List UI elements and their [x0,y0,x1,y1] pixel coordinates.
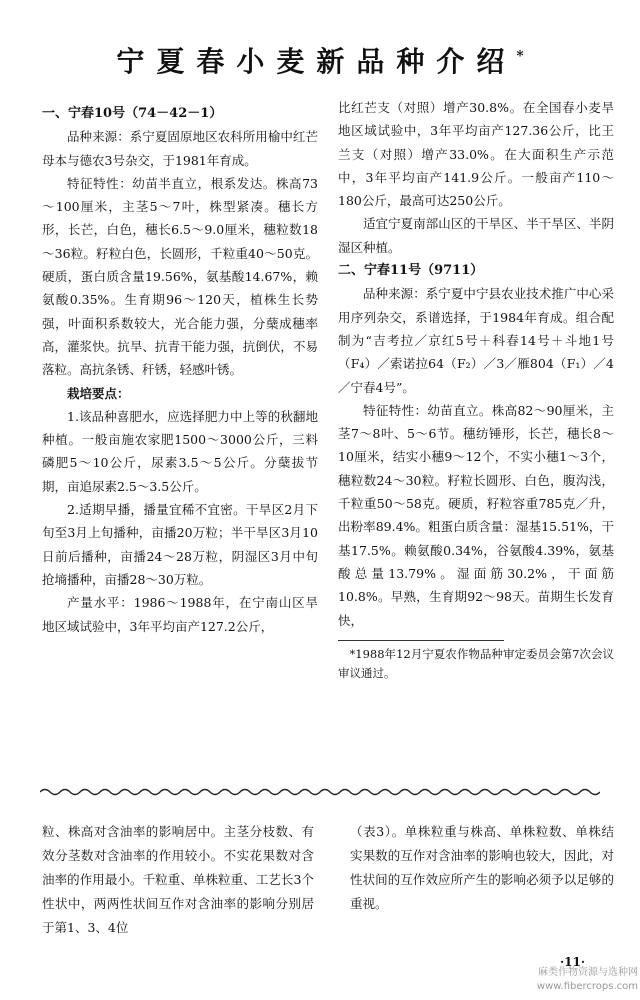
footnote: *1988年12月宁夏农作物品种审定委员会第7次会议审议通过。 [338,646,614,680]
cultivation-heading: 栽培要点： [67,385,130,401]
page-number: ·11· [560,955,586,969]
yield-level-continued: 比红芒支（对照）增产30.8%。在全国春小麦旱地区域试验中，3年平均亩产127.36公斤，比王兰支（对照）增产33.0%。在大面积生产示范中，3年平均亩产141.9公斤。一般亩产110～180公斤，最高可达250公斤。 [338,100,614,209]
page-title: 宁夏春小麦新品种介绍* [116,45,524,78]
continued-article-left [42,820,314,940]
site-watermark: 麻类作物资源与选种网 www.fibercrops.com [536,967,638,992]
variety-traits-2: 特征特性：幼苗直立。株高82～90厘米，主茎7～8叶、5～6节。穗纺锤形，长芒，穗长8～10厘米，结实小穗9～12个，不实小穗1～3个，穗粒数24～30粒。籽粒长圆形、白色，腹沟浅，千粒重50～58克。硬质，籽粒容重785克／升，出粉率89.4%。粗蛋白质含量：湿基15.51%，干基17.5%。赖氨酸0.34%，谷氨酸4.39%，氨基酸总量13.79%。湿面筋30.2%，干面筋10.8%。早熟，生育期92～98天。苗期生长发育快， [338,402,614,628]
wavy-divider [40,786,600,798]
continued-article-right [350,820,614,916]
section-heading-ningchun-11: 二、宁春11号（9711） [338,263,484,279]
variety-traits: 特征特性：幼苗半直立，根系发达。株高73～100厘米，主茎5～7叶，株型紧凑。穗长方形，长芒，白色，穗长6.5～9.0厘米，穗粒数18～36粒。籽粒白色，长圆形，千粒重40～50克。硬质，蛋白质含量19.56%，氨基酸14.67%，赖氨酸0.35%。生育期96～120天，植株生长势强，叶面积系数较大，光合能力强，分蘖成穗率高，灌浆快。抗旱、抗青干能力强，抗倒伏，不易落粒。高抗条锈、秆锈，轻感叶锈。 [42,175,318,378]
yield-level: 产量水平：1986～1988年，在宁南山区旱地区域试验中，3年平均亩产127.2公斤， [42,595,318,634]
variety-source: 品种来源：系宁夏固原地区农科所用榆中红芒母本与德农3号杂交，于1981年育成。 [42,129,318,168]
section-heading-ningchun-10: 一、宁春10号（74－42－1） [42,106,223,121]
left-column [42,96,318,638]
footnote-divider [338,640,504,641]
right-column [338,96,614,683]
continued-text-right: （表3）。单株粒重与株高、单株粒数、单株结实果数的互作对含油率的影响也较大，因此，对性状间的互作效应所产生的影响必须予以足够的重视。 [350,824,614,911]
cultivation-point-1: 1.该品种喜肥水，应选择肥力中上等的秋翻地种植。一般亩施农家肥1500～3000公斤，三料磷肥5～10公斤，尿素3.5～5公斤。分蘖拔节期，亩追尿素2.5～3.5公斤。 [42,408,318,494]
cultivation-point-2: 2.适期早播，播量宜稀不宜密。干旱区2月下旬至3月上旬播种，亩播20万粒；半干旱区3月10日前后播种，亩播24～28万粒，阴湿区3月中旬抢墒播种，亩播28～30万粒。 [42,502,318,587]
continued-text-left: 粒、株高对含油率的影响居中。主茎分枝数、有效分茎数对含油率的作用较小。不实花果数对含油率的作用最小。千粒重、单株粒重、工艺长3个性状中，两两性状间互作对含油率的影响分别居于第1、3、4位 [42,824,314,935]
variety-source-2: 品种来源：系宁夏中宁县农业技术推广中心采用序列杂交，系谱选择，于1984年育成。组合配制为“吉考拉／京红5号＋科春14号＋斗地1号（F₄）／索诺拉64（F₂）／3／雁804（F₁）／4／宁春4号”。 [338,286,614,395]
suitable-region: 适宜宁夏南部山区的干旱区、半干旱区、半阴湿区种植。 [338,216,614,255]
